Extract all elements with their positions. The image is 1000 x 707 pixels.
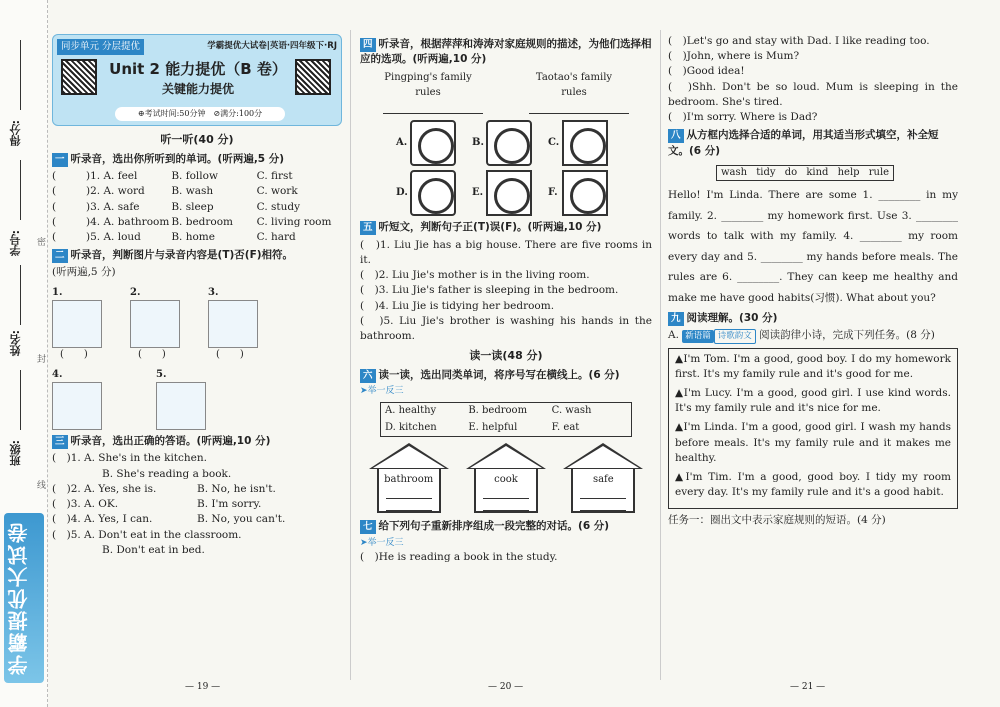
sign-option <box>548 170 610 216</box>
sign-label: A. <box>396 137 408 149</box>
option-b: B. I'm sorry. <box>197 498 262 511</box>
wash-hands-icon <box>562 120 608 166</box>
option-row <box>52 482 342 497</box>
dialogue-item: ( )Shh. Don't be so loud. Mum is sleeping in the bedroom. She's tired. <box>668 80 958 108</box>
answer-paren[interactable]: ( ) <box>216 349 244 361</box>
option-a: ( )3. A. OK. <box>52 498 119 511</box>
series-tag: 同步单元 分层提优 <box>57 39 144 55</box>
picture-number: 1. <box>52 286 63 298</box>
house-icon <box>369 443 449 513</box>
id-line <box>20 160 21 220</box>
seal-mark-xian: 线 <box>37 481 47 491</box>
option-b: B. follow <box>171 170 218 183</box>
cloze-passage: Hello! I'm Linda. There are some 1. ________ in my family. 2. ________ my homework first. Use 3. ________ words to talk with my family. 4. ________ my room every day and 5. ________ my hands before meals. The rules are 6. ________. They can keep me healthy and make me have good habits(习惯). What about you? <box>668 189 958 304</box>
eating-picture <box>52 382 102 430</box>
answer-line[interactable] <box>580 505 626 511</box>
option-c: C. hard <box>256 231 296 244</box>
task-one: 任务一：圈出文中表示家庭规则的短语。(4 分) <box>668 513 886 526</box>
picture-item <box>52 367 102 431</box>
unit-subtitle: 关键能力提优 <box>161 82 234 96</box>
name-line <box>20 265 21 325</box>
house-word: safe <box>592 474 614 486</box>
option-a: ( )4. A. Yes, I can. <box>52 513 153 526</box>
word-item: D. kitchen <box>385 421 437 433</box>
answer-paren[interactable]: ( <box>52 170 57 183</box>
question-8-title <box>668 128 958 158</box>
unit-title: Unit 2 能力提优（B 卷） <box>109 60 287 78</box>
option-c: C. living room <box>256 215 332 228</box>
option-a: )5. A. loud <box>86 231 141 244</box>
dialogue-item: ( )Let's go and stay with Dad. I like reading too. <box>668 35 930 47</box>
picture-number: 2. <box>130 286 141 298</box>
answer-line[interactable] <box>483 505 529 511</box>
dialogue-item: ( )He is reading a book in the study. <box>360 550 558 563</box>
practice-link[interactable]: ➤举一反三 <box>360 386 404 397</box>
sign-option <box>396 170 458 216</box>
option-b: B. sleep <box>171 200 214 213</box>
score-line <box>20 40 21 110</box>
picture-row <box>52 367 342 431</box>
question-number: 三 <box>52 435 68 449</box>
option-a: ( )5. A. Don't eat in the classroom. <box>52 528 242 541</box>
question-text: 听录音，选出你所听到的单词。(听两遍,5 分) <box>70 152 285 165</box>
sign-label: B. <box>472 137 484 149</box>
house-word: cook <box>494 474 518 486</box>
no-drinking-sign-icon <box>410 170 456 216</box>
pingping-rules-label: Pingping's family rules <box>384 72 472 98</box>
house-word: bathroom <box>384 474 434 486</box>
question-5-title <box>360 220 652 235</box>
picture-item <box>156 367 206 431</box>
word-item: B. bedroom <box>468 405 528 417</box>
poem-stanza: ▲I'm Tom. I'm a good, good boy. I do my homework first. It's my family rule and it's good for me. <box>675 352 951 380</box>
reading-a-intro <box>668 328 958 343</box>
question-text: 读一读，选出同类单词，将序号写在横线上。(6 分) <box>378 369 620 382</box>
picture-item <box>52 285 102 363</box>
column-divider <box>660 30 661 680</box>
house-icon <box>466 443 546 513</box>
picture-row <box>52 285 342 363</box>
answer-paren[interactable]: ( ) <box>60 349 88 361</box>
unit-header-card <box>52 34 342 126</box>
page-20 <box>360 34 652 565</box>
option-a: )4. A. bathroom <box>86 215 170 228</box>
option-b: B. Don't eat in bed. <box>102 543 205 556</box>
option-row <box>52 184 342 199</box>
question-2-title <box>52 248 342 263</box>
question-text: 阅读理解。(30 分) <box>686 312 778 325</box>
answer-line[interactable] <box>383 100 483 114</box>
new-passage-badge: 新语篇 <box>682 330 714 342</box>
page-19 <box>52 34 342 558</box>
series-info: 学霸提优大试卷|英语·四年级下·RJ <box>207 41 337 51</box>
statement-item: ( )4. Liu Jie is tidying her bedroom. <box>360 299 555 312</box>
house-roof <box>563 443 643 469</box>
id-label: 学号: <box>9 230 22 257</box>
sign-option <box>548 120 610 166</box>
name-label: 姓名: <box>9 330 22 357</box>
answer-line[interactable] <box>529 100 629 114</box>
child-playing-picture <box>208 300 258 348</box>
class-label: 班级: <box>9 440 22 467</box>
option-c: C. first <box>256 170 293 183</box>
answer-line[interactable] <box>386 505 432 511</box>
question-4-title <box>360 37 652 67</box>
picture-number: 5. <box>156 368 167 380</box>
house-icon <box>563 443 643 513</box>
sign-label: E. <box>472 187 484 199</box>
question-text: 给下列句子重新排序组成一段完整的对话。(6 分) <box>378 520 610 533</box>
sign-option <box>396 120 458 166</box>
reading-instructions: 阅读韵律小诗，完成下列任务。(8 分) <box>759 329 935 342</box>
statement-item: ( )1. Liu Jie has a big house. There are five rooms in it. <box>360 238 652 266</box>
question-text: 听短文，判断句子正(T)误(F)。(听两遍,10 分) <box>378 221 602 234</box>
sign-option <box>472 120 534 166</box>
question-number: 八 <box>668 129 684 143</box>
question-number: 四 <box>360 38 376 52</box>
dialogue-item: ( )John, where is Mum? <box>668 50 800 63</box>
answer-paren[interactable]: ( <box>52 200 57 213</box>
answer-paren[interactable]: ( ) <box>138 349 166 361</box>
sign-label: F. <box>548 187 558 199</box>
option-row <box>52 512 342 527</box>
option-a: )1. A. feel <box>86 170 138 183</box>
question-1-options <box>52 169 342 245</box>
practice-link[interactable]: ➤举一反三 <box>360 537 404 548</box>
poem-stanza: ▲I'm Lucy. I'm a good, good girl. I use kind words. It's my family rule and it's nice for me. <box>675 387 951 415</box>
sign-label: D. <box>396 187 408 199</box>
option-c: C. study <box>256 200 301 213</box>
section-title: 听一听(40 分) <box>160 133 234 146</box>
word-table <box>380 402 632 437</box>
rules-column <box>383 71 483 114</box>
answer-paren[interactable]: ( <box>52 231 57 244</box>
picture-item <box>130 285 180 363</box>
option-row <box>52 497 342 512</box>
cleaning-picture <box>156 382 206 430</box>
qr-code-icon <box>295 59 331 95</box>
question-7-title <box>360 519 652 534</box>
question-3-items <box>52 451 342 558</box>
answer-paren[interactable]: ( <box>52 185 57 198</box>
page-number: — 20 — <box>488 682 524 692</box>
option-row <box>52 169 342 184</box>
house-body <box>474 469 538 513</box>
option-row <box>52 230 342 245</box>
option-a: ( )2. A. Yes, she is. <box>52 482 157 495</box>
picture-number: 3. <box>208 286 219 298</box>
statement-item: ( )3. Liu Jie's father is sleeping in the bedroom. <box>360 284 619 297</box>
word-row <box>381 420 631 437</box>
option-a: )2. A. word <box>86 185 145 198</box>
rules-headers <box>360 71 652 114</box>
statement-item: ( )2. Liu Jie's mother is in the living room. <box>360 269 590 282</box>
question-number: 五 <box>360 221 376 235</box>
word-bank: wash tidy do kind help rule <box>716 165 894 182</box>
seal-mark-feng: 封 <box>37 355 47 365</box>
word-item: C. wash <box>551 405 592 417</box>
question-5-items <box>360 238 652 345</box>
quiet-hand-icon <box>562 170 608 216</box>
book-icon <box>486 170 532 216</box>
score-label: 得分: <box>9 120 22 147</box>
taotao-rules-label: Taotao's family rules <box>535 72 613 98</box>
question-text: 从方框内选择合适的单词，用其适当形式填空，补全短文。(6 分) <box>668 129 939 157</box>
option-a: )3. A. safe <box>86 200 140 213</box>
word-item: A. healthy <box>385 405 437 417</box>
option-row <box>52 200 342 215</box>
question-number: 七 <box>360 520 376 534</box>
option-b: B. No, he isn't. <box>197 482 276 495</box>
poem-stanza: ▲I'm Tim. I'm a good, good boy. I tidy my room every day. It's my family rule and it's a good habit. <box>675 471 951 499</box>
poem-box <box>668 348 958 509</box>
question-number: 九 <box>668 312 684 326</box>
family-picture <box>130 300 180 348</box>
question-6-title <box>360 368 652 383</box>
sign-options <box>396 120 652 216</box>
rules-column <box>529 71 629 114</box>
question-number: 六 <box>360 369 376 383</box>
house-group <box>360 443 652 513</box>
answer-line[interactable] <box>580 493 626 499</box>
option-c: C. work <box>256 185 298 198</box>
page-21 <box>668 34 958 528</box>
exam-meta: ⊕考试时间:50分钟 ⊘满分:100分 <box>115 107 285 121</box>
option-a: ( )1. A. She's in the kitchen. <box>52 452 207 465</box>
option-b: B. She's reading a book. <box>102 467 232 480</box>
picture-item <box>208 285 258 363</box>
option-b: B. bedroom <box>171 215 233 228</box>
word-item: E. helpful <box>468 421 518 433</box>
qr-code-icon <box>61 59 97 95</box>
option-b: B. home <box>171 231 215 244</box>
section-title: 读一读(48 分) <box>469 349 543 363</box>
house-body <box>571 469 635 513</box>
question-text: 听录音，选出正确的答语。(听两遍,10 分) <box>70 435 271 448</box>
house-roof <box>466 443 546 469</box>
dialogue-item: ( )I'm sorry. Where is Dad? <box>668 111 818 124</box>
statement-item: ( )5. Liu Jie's brother is washing his hands in the bathroom. <box>360 314 652 342</box>
answer-paren[interactable]: ( <box>52 215 57 228</box>
poem-stanza: ▲I'm Linda. I'm a good, good girl. I wash my hands before meals. It's my family rule and it makes me healthy. <box>675 421 951 464</box>
answer-line[interactable] <box>386 493 432 499</box>
part-label: A. <box>668 329 679 342</box>
question-3-title <box>52 434 342 449</box>
seal-mark-mi: 密 <box>37 238 47 248</box>
page-number: — 19 — <box>185 682 221 692</box>
sign-label: C. <box>548 137 560 149</box>
binding-sidebar <box>0 0 48 707</box>
question-number: 一 <box>52 153 68 167</box>
house-body <box>377 469 441 513</box>
question-number: 二 <box>52 249 68 263</box>
question-text: 听录音，判断图片与录音内容是(T)否(F)相符。 <box>70 249 294 262</box>
poem-badge: 诗歌韵文 <box>714 329 756 343</box>
dialogue-item: ( )Good idea! <box>668 65 745 78</box>
option-b: B. wash <box>171 185 214 198</box>
class-line <box>20 370 21 430</box>
question-1-title <box>52 152 342 167</box>
option-row <box>52 215 342 230</box>
question-9-title <box>668 311 958 326</box>
no-swimming-sign-icon <box>410 120 456 166</box>
question-note: (听两遍,5 分) <box>52 266 116 279</box>
sign-option <box>472 170 534 216</box>
option-b: B. No, you can't. <box>197 513 286 526</box>
no-football-sign-icon <box>486 120 532 166</box>
question-text: 听录音，根据萍萍和涛涛对家庭规则的描述，为他们选择相应的选项。(听两遍,10 分) <box>360 38 652 66</box>
word-item: F. eat <box>551 421 580 433</box>
picture-number: 4. <box>52 368 63 380</box>
column-divider <box>350 30 351 680</box>
house-roof <box>369 443 449 469</box>
word-row <box>381 403 631 420</box>
page-number: — 21 — <box>790 682 826 692</box>
brand-logo: 学霸提优大试卷 <box>4 513 44 683</box>
bathroom-picture <box>52 300 102 348</box>
answer-line[interactable] <box>483 493 529 499</box>
